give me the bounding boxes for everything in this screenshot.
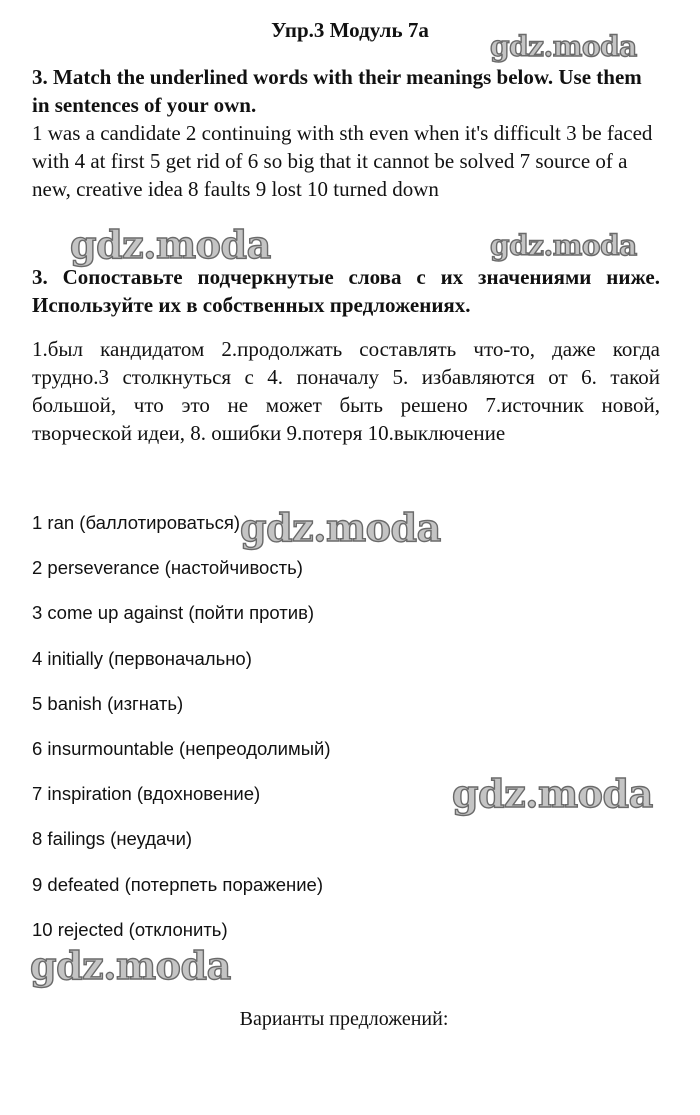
answer-item: 6 insurmountable (непреодолимый) xyxy=(32,737,331,759)
watermark: gdz.moda xyxy=(452,771,653,816)
watermark: gdz.moda xyxy=(240,505,441,550)
answer-item: 7 inspiration (вдохновение) xyxy=(32,783,261,805)
russian-task-meanings: 1.был кандидатом 2.продолжать составлять что-то, даже когда трудно.3 столкнуться с 4. поначалу 5. избавляются от 6. такой большой, что это не может быть решено 7.источник новой, творческой идеи, 8. ошибки 9.потеря 10.выключение xyxy=(32,337,660,445)
answer-item: 9 defeated (потерпеть поражение) xyxy=(32,873,323,895)
page-title: Упр.3 Модуль 7а xyxy=(271,18,429,42)
answer-item: 1 ran (баллотироваться) xyxy=(32,512,241,533)
answer-item: 5 banish (изгнать) xyxy=(32,692,184,714)
watermark: gdz.moda xyxy=(30,943,231,988)
watermark: gdz.moda xyxy=(490,229,637,262)
variants-label: Варианты предложений: xyxy=(239,1008,449,1030)
answer-item: 2 perseverance (настойчивость) xyxy=(32,557,303,579)
answers-list xyxy=(32,508,331,960)
answer-item: 3 come up against (пойти против) xyxy=(32,602,315,624)
watermark: gdz.moda xyxy=(490,30,637,63)
english-task-meanings: 1 was a candidate 2 continuing with sth even when it's difficult 3 be faced with 4 at first 5 get rid of 6 so big that it cannot be solved 7 source of a new, creative idea 8 faults 9 lost 10 turned down xyxy=(32,121,653,201)
english-task-heading: 3. Match the underlined words with their meanings below. Use them in sentences of your own. xyxy=(32,65,642,117)
english-task xyxy=(32,63,662,203)
answer-item: 8 failings (неудачи) xyxy=(32,828,193,850)
answer-item: 10 rejected (отклонить) xyxy=(32,918,228,940)
russian-task-heading: 3. Сопоставьте подчеркнутые слова с их значениями ниже. Используйте их в собственных предложениях. xyxy=(32,265,660,317)
answer-item: 4 initially (первоначально) xyxy=(32,647,252,669)
watermark: gdz.moda xyxy=(70,222,271,267)
